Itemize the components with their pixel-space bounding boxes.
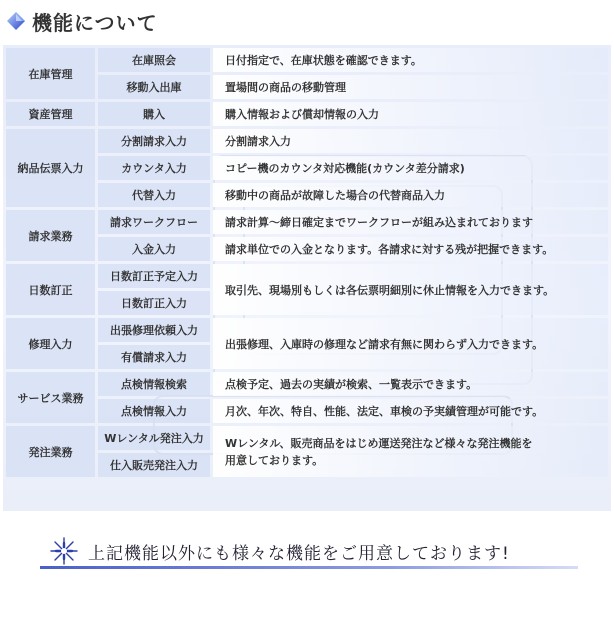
description-cell: 購入情報および償却情報の入力 — [213, 102, 608, 126]
description-cell: 日付指定で、在庫状態を確認できます。 — [213, 48, 608, 72]
category-cell: 請求業務 — [6, 210, 95, 261]
feature-table-panel — [3, 45, 611, 511]
description-cell: 置場間の商品の移動管理 — [213, 75, 608, 99]
category-cell: 日数訂正 — [6, 264, 95, 315]
table-row — [6, 156, 608, 180]
subfunction-cell: 入金入力 — [98, 237, 210, 261]
subfunction-cell: 仕入販売発注入力 — [98, 453, 210, 477]
table-row — [6, 426, 608, 450]
subfunction-cell: 分割請求入力 — [98, 129, 210, 153]
subfunction-cell: 点検情報入力 — [98, 399, 210, 423]
feature-table — [3, 45, 611, 480]
subfunction-cell: Wレンタル発注入力 — [98, 426, 210, 450]
table-row — [6, 264, 608, 288]
table-row — [6, 372, 608, 396]
table-row — [6, 102, 608, 126]
banner-underline — [40, 566, 578, 569]
description-cell: 取引先、現場別もしくは各伝票明細別に休止情報を入力できます。 — [213, 264, 608, 315]
subfunction-cell: 日数訂正入力 — [98, 291, 210, 315]
subfunction-cell: 在庫照会 — [98, 48, 210, 72]
description-cell: 月次、年次、特自、性能、法定、車検の予実績管理が可能です。 — [213, 399, 608, 423]
subfunction-cell: 請求ワークフロー — [98, 210, 210, 234]
banner-text: 上記機能以外にも様々な機能をご用意しております! — [88, 543, 510, 564]
table-row — [6, 399, 608, 423]
table-row — [6, 129, 608, 153]
category-cell: 納品伝票入力 — [6, 129, 95, 207]
table-row — [6, 210, 608, 234]
category-cell: 資産管理 — [6, 102, 95, 126]
table-row — [6, 237, 608, 261]
sparkle-icon — [50, 537, 78, 565]
description-cell: Wレンタル、販売商品をはじめ運送発注など様々な発注機能を 用意しております。 — [213, 426, 608, 477]
subfunction-cell: 日数訂正予定入力 — [98, 264, 210, 288]
page-header — [6, 6, 158, 36]
closing-banner — [50, 534, 580, 568]
description-cell: 請求計算～締日確定までワークフローが組み込まれております — [213, 210, 608, 234]
table-row — [6, 183, 608, 207]
subfunction-cell: 移動入出庫 — [98, 75, 210, 99]
category-cell: 在庫管理 — [6, 48, 95, 99]
cube-icon — [6, 11, 26, 31]
subfunction-cell: カウンタ入力 — [98, 156, 210, 180]
description-cell: 請求単位での入金となります。各請求に対する残が把握できます。 — [213, 237, 608, 261]
description-cell: 出張修理、入庫時の修理など請求有無に関わらず入力できます。 — [213, 318, 608, 369]
category-cell: 発注業務 — [6, 426, 95, 477]
page-title: 機能について — [32, 10, 158, 35]
subfunction-cell: 代替入力 — [98, 183, 210, 207]
description-cell: 点検予定、過去の実績が検索、一覧表示できます。 — [213, 372, 608, 396]
subfunction-cell: 購入 — [98, 102, 210, 126]
table-row — [6, 318, 608, 342]
table-row — [6, 48, 608, 72]
category-cell: サービス業務 — [6, 372, 95, 423]
description-cell: コピー機のカウンタ対応機能(カウンタ差分請求) — [213, 156, 608, 180]
subfunction-cell: 出張修理依頼入力 — [98, 318, 210, 342]
subfunction-cell: 点検情報検索 — [98, 372, 210, 396]
category-cell: 修理入力 — [6, 318, 95, 369]
table-row — [6, 75, 608, 99]
subfunction-cell: 有償請求入力 — [98, 345, 210, 369]
description-cell: 分割請求入力 — [213, 129, 608, 153]
description-cell: 移動中の商品が故障した場合の代替商品入力 — [213, 183, 608, 207]
